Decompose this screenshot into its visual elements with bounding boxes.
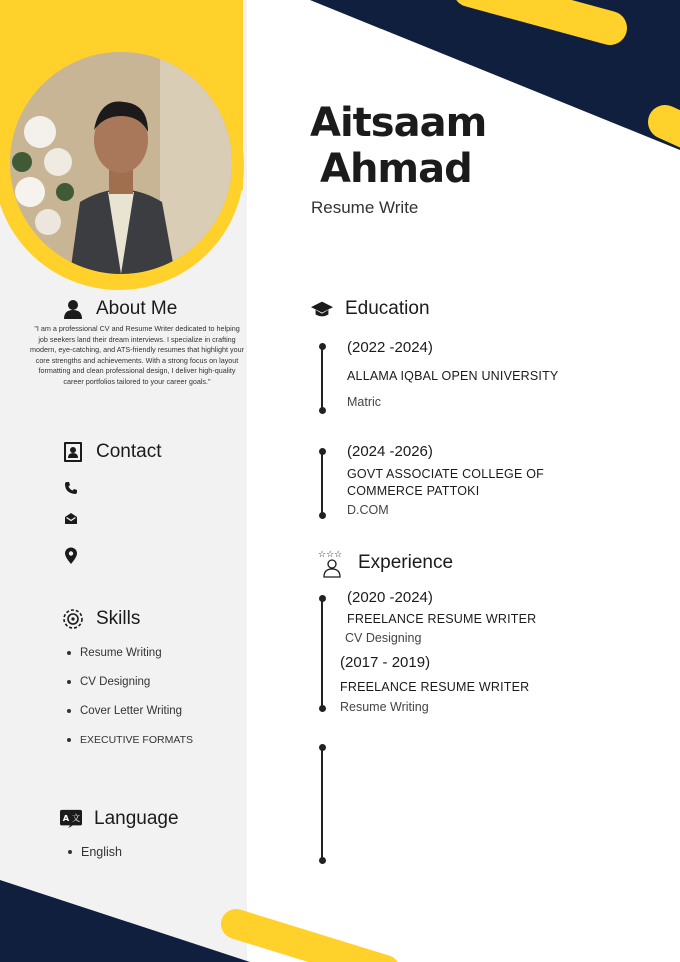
experience-timeline xyxy=(321,599,323,709)
graduation-cap-icon xyxy=(311,298,333,320)
timeline-dot xyxy=(319,512,326,519)
about-title: About Me xyxy=(96,298,178,319)
education-degree: Matric xyxy=(347,395,382,409)
experience-detail: Resume Writing xyxy=(340,700,429,714)
education-years: (2024 -2026) xyxy=(347,443,433,460)
star-person-icon xyxy=(318,548,346,578)
about-text: "I am a professional CV and Resume Writer dedicated to helping job seekers land their dream interviews. I specialize in crafting modern, eye-catching, and ATS-friendly resumes that highlight your core strengths and achievements. With a strong focus on layout formatting and clean professional design, I deliver high-quality career portfolios tailored to your career goals." xyxy=(30,324,245,386)
timeline-dot xyxy=(319,407,326,414)
profile-photo-illustration xyxy=(10,52,232,274)
experience-role: FREELANCE RESUME WRITER xyxy=(340,680,530,694)
education-timeline-1 xyxy=(321,346,323,411)
last-name: Ahmad xyxy=(320,146,472,192)
experience-detail: CV Designing xyxy=(345,631,422,645)
education-school xyxy=(347,466,544,500)
mail-icon xyxy=(64,512,80,528)
contact-header xyxy=(62,441,161,463)
first-name: Aitsaam xyxy=(310,100,487,146)
timeline-dot xyxy=(319,595,326,602)
profile-photo xyxy=(10,52,232,274)
svg-text:☆☆☆: ☆☆☆ xyxy=(318,550,343,560)
skill-item: EXECUTIVE FORMATS xyxy=(66,733,193,747)
education-school: ALLAMA IQBAL OPEN UNIVERSITY xyxy=(347,369,559,383)
translate-icon xyxy=(60,808,82,830)
education-timeline-2 xyxy=(321,451,323,516)
education-header xyxy=(311,298,430,320)
experience-years: (2017 - 2019) xyxy=(340,654,431,671)
bottom-left-decoration xyxy=(0,872,400,962)
timeline-dot xyxy=(319,744,326,751)
timeline-dot xyxy=(319,857,326,864)
language-item: English xyxy=(67,845,122,859)
experience-header xyxy=(318,548,453,578)
skill-item: Cover Letter Writing xyxy=(66,704,193,718)
address-book-icon xyxy=(62,441,84,463)
language-list xyxy=(67,845,122,874)
location-pin-icon xyxy=(64,547,80,563)
skill-item: CV Designing xyxy=(66,675,193,689)
experience-role: FREELANCE RESUME WRITER xyxy=(347,612,537,626)
language-title: Language xyxy=(94,808,179,829)
education-school-line: GOVT ASSOCIATE COLLEGE OF xyxy=(347,467,544,481)
experience-years: (2020 -2024) xyxy=(347,589,433,606)
phone-icon xyxy=(64,481,80,497)
timeline-dot xyxy=(319,705,326,712)
skills-header xyxy=(62,608,140,630)
about-header xyxy=(62,298,177,320)
skills-list xyxy=(66,646,193,762)
education-title: Education xyxy=(345,298,430,319)
timeline-dot xyxy=(319,448,326,455)
education-years: (2022 -2024) xyxy=(347,339,433,356)
timeline-dot xyxy=(319,343,326,350)
skills-title: Skills xyxy=(96,608,141,629)
experience-title: Experience xyxy=(358,552,454,573)
education-degree: D.COM xyxy=(347,503,389,517)
job-role: Resume Write xyxy=(311,198,419,217)
contact-title: Contact xyxy=(96,441,162,462)
svg-text:文: 文 xyxy=(71,812,81,823)
language-header xyxy=(60,808,179,830)
empty-timeline xyxy=(321,748,323,861)
person-name xyxy=(310,100,486,192)
education-school-line: COMMERCE PATTOKI xyxy=(347,484,480,498)
skill-item: Resume Writing xyxy=(66,646,193,660)
svg-text:A: A xyxy=(62,812,70,823)
gear-head-icon xyxy=(62,608,84,630)
person-icon xyxy=(62,298,84,320)
